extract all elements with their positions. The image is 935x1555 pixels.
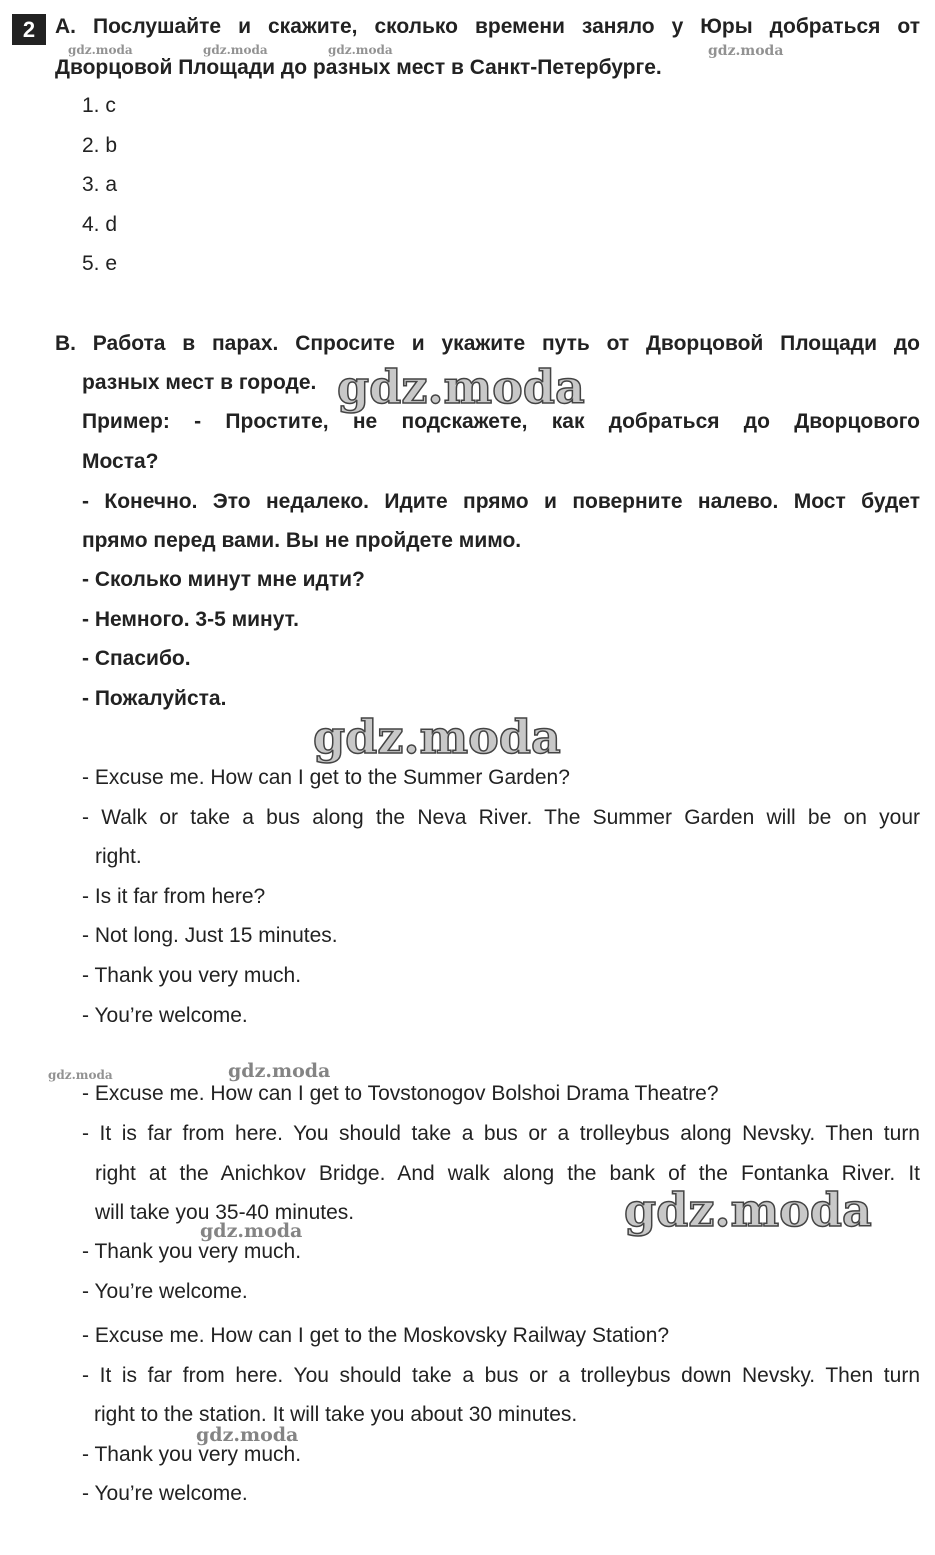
example-line: Моста? xyxy=(82,450,159,473)
watermark: gdz.moda xyxy=(228,1060,331,1082)
dialog-line: - Excuse me. How can I get to Tovstonogov Bolshoi Drama Theatre? xyxy=(82,1082,719,1105)
dialog-line: - Excuse me. How can I get to the Summer Garden? xyxy=(82,766,570,789)
watermark: gdz.moda xyxy=(337,360,585,414)
dialog-line: - Thank you very much. xyxy=(82,964,302,987)
example-line: - Спасибо. xyxy=(82,647,191,670)
example-line: прямо перед вами. Вы не пройдете мимо. xyxy=(82,529,522,552)
dialog-line: - You’re welcome. xyxy=(82,1280,248,1303)
watermark: gdz.moda xyxy=(328,43,393,57)
answer-item: 5. e xyxy=(82,252,118,275)
example-line: - Немного. 3-5 минут. xyxy=(82,608,299,631)
dialog-line: - Thank you very much. xyxy=(82,1443,302,1466)
exercise-number-badge: 2 xyxy=(12,14,46,45)
watermark: gdz.moda xyxy=(196,1424,299,1446)
dialog-line: right. xyxy=(95,845,142,868)
dialog-line: will take you 35-40 minutes. xyxy=(95,1201,355,1224)
dialog-line: - Walk or take a bus along the Neva River. The Summer Garden will be on your xyxy=(82,806,920,829)
dialog-line: - Excuse me. How can I get to the Moskovsky Railway Station? xyxy=(82,1324,670,1347)
example-line: - Пожалуйста. xyxy=(82,687,227,710)
dialog-line: - You’re welcome. xyxy=(82,1482,248,1505)
part-b-heading-line-1: B. Работа в парах. Спросите и укажите путь от Дворцовой Площади до xyxy=(55,332,920,355)
answer-item: 1. c xyxy=(82,94,116,117)
part-a-heading-line-1: A. Послушайте и скажите, сколько времени заняло у Юры добраться от xyxy=(55,15,920,38)
watermark: gdz.moda xyxy=(48,1068,113,1082)
example-line: Пример: - Простите, не подскажете, как добраться до Дворцового xyxy=(82,410,920,433)
answer-item: 2. b xyxy=(82,134,118,157)
answer-item: 3. a xyxy=(82,173,118,196)
dialog-line: - It is far from here. You should take a bus or a trolleybus down Nevsky. Then turn xyxy=(82,1364,920,1387)
watermark: gdz.moda xyxy=(313,710,561,764)
watermark: gdz.moda xyxy=(203,43,268,57)
part-b-heading-line-2: разных мест в городе. xyxy=(82,371,317,394)
dialog-line: - Thank you very much. xyxy=(82,1240,302,1263)
dialog-line: right to the station. It will take you about 30 minutes. xyxy=(94,1403,578,1426)
watermark: gdz.moda xyxy=(708,43,784,59)
watermark: gdz.moda xyxy=(624,1183,872,1237)
dialog-line: - Is it far from here? xyxy=(82,885,266,908)
dialog-line: right at the Anichkov Bridge. And walk along the bank of the Fontanka River. It xyxy=(95,1162,920,1185)
part-a-heading-line-2: Дворцовой Площади до разных мест в Санкт-Петербурге. xyxy=(55,56,662,79)
example-line: - Конечно. Это недалеко. Идите прямо и поверните налево. Мост будет xyxy=(82,490,920,513)
dialog-line: - Not long. Just 15 minutes. xyxy=(82,924,338,947)
watermark: gdz.moda xyxy=(200,1220,303,1242)
example-line: - Сколько минут мне идти? xyxy=(82,568,365,591)
answer-item: 4. d xyxy=(82,213,118,236)
dialog-line: - It is far from here. You should take a bus or a trolleybus along Nevsky. Then turn xyxy=(82,1122,920,1145)
dialog-line: - You’re welcome. xyxy=(82,1004,248,1027)
watermark: gdz.moda xyxy=(68,43,133,57)
